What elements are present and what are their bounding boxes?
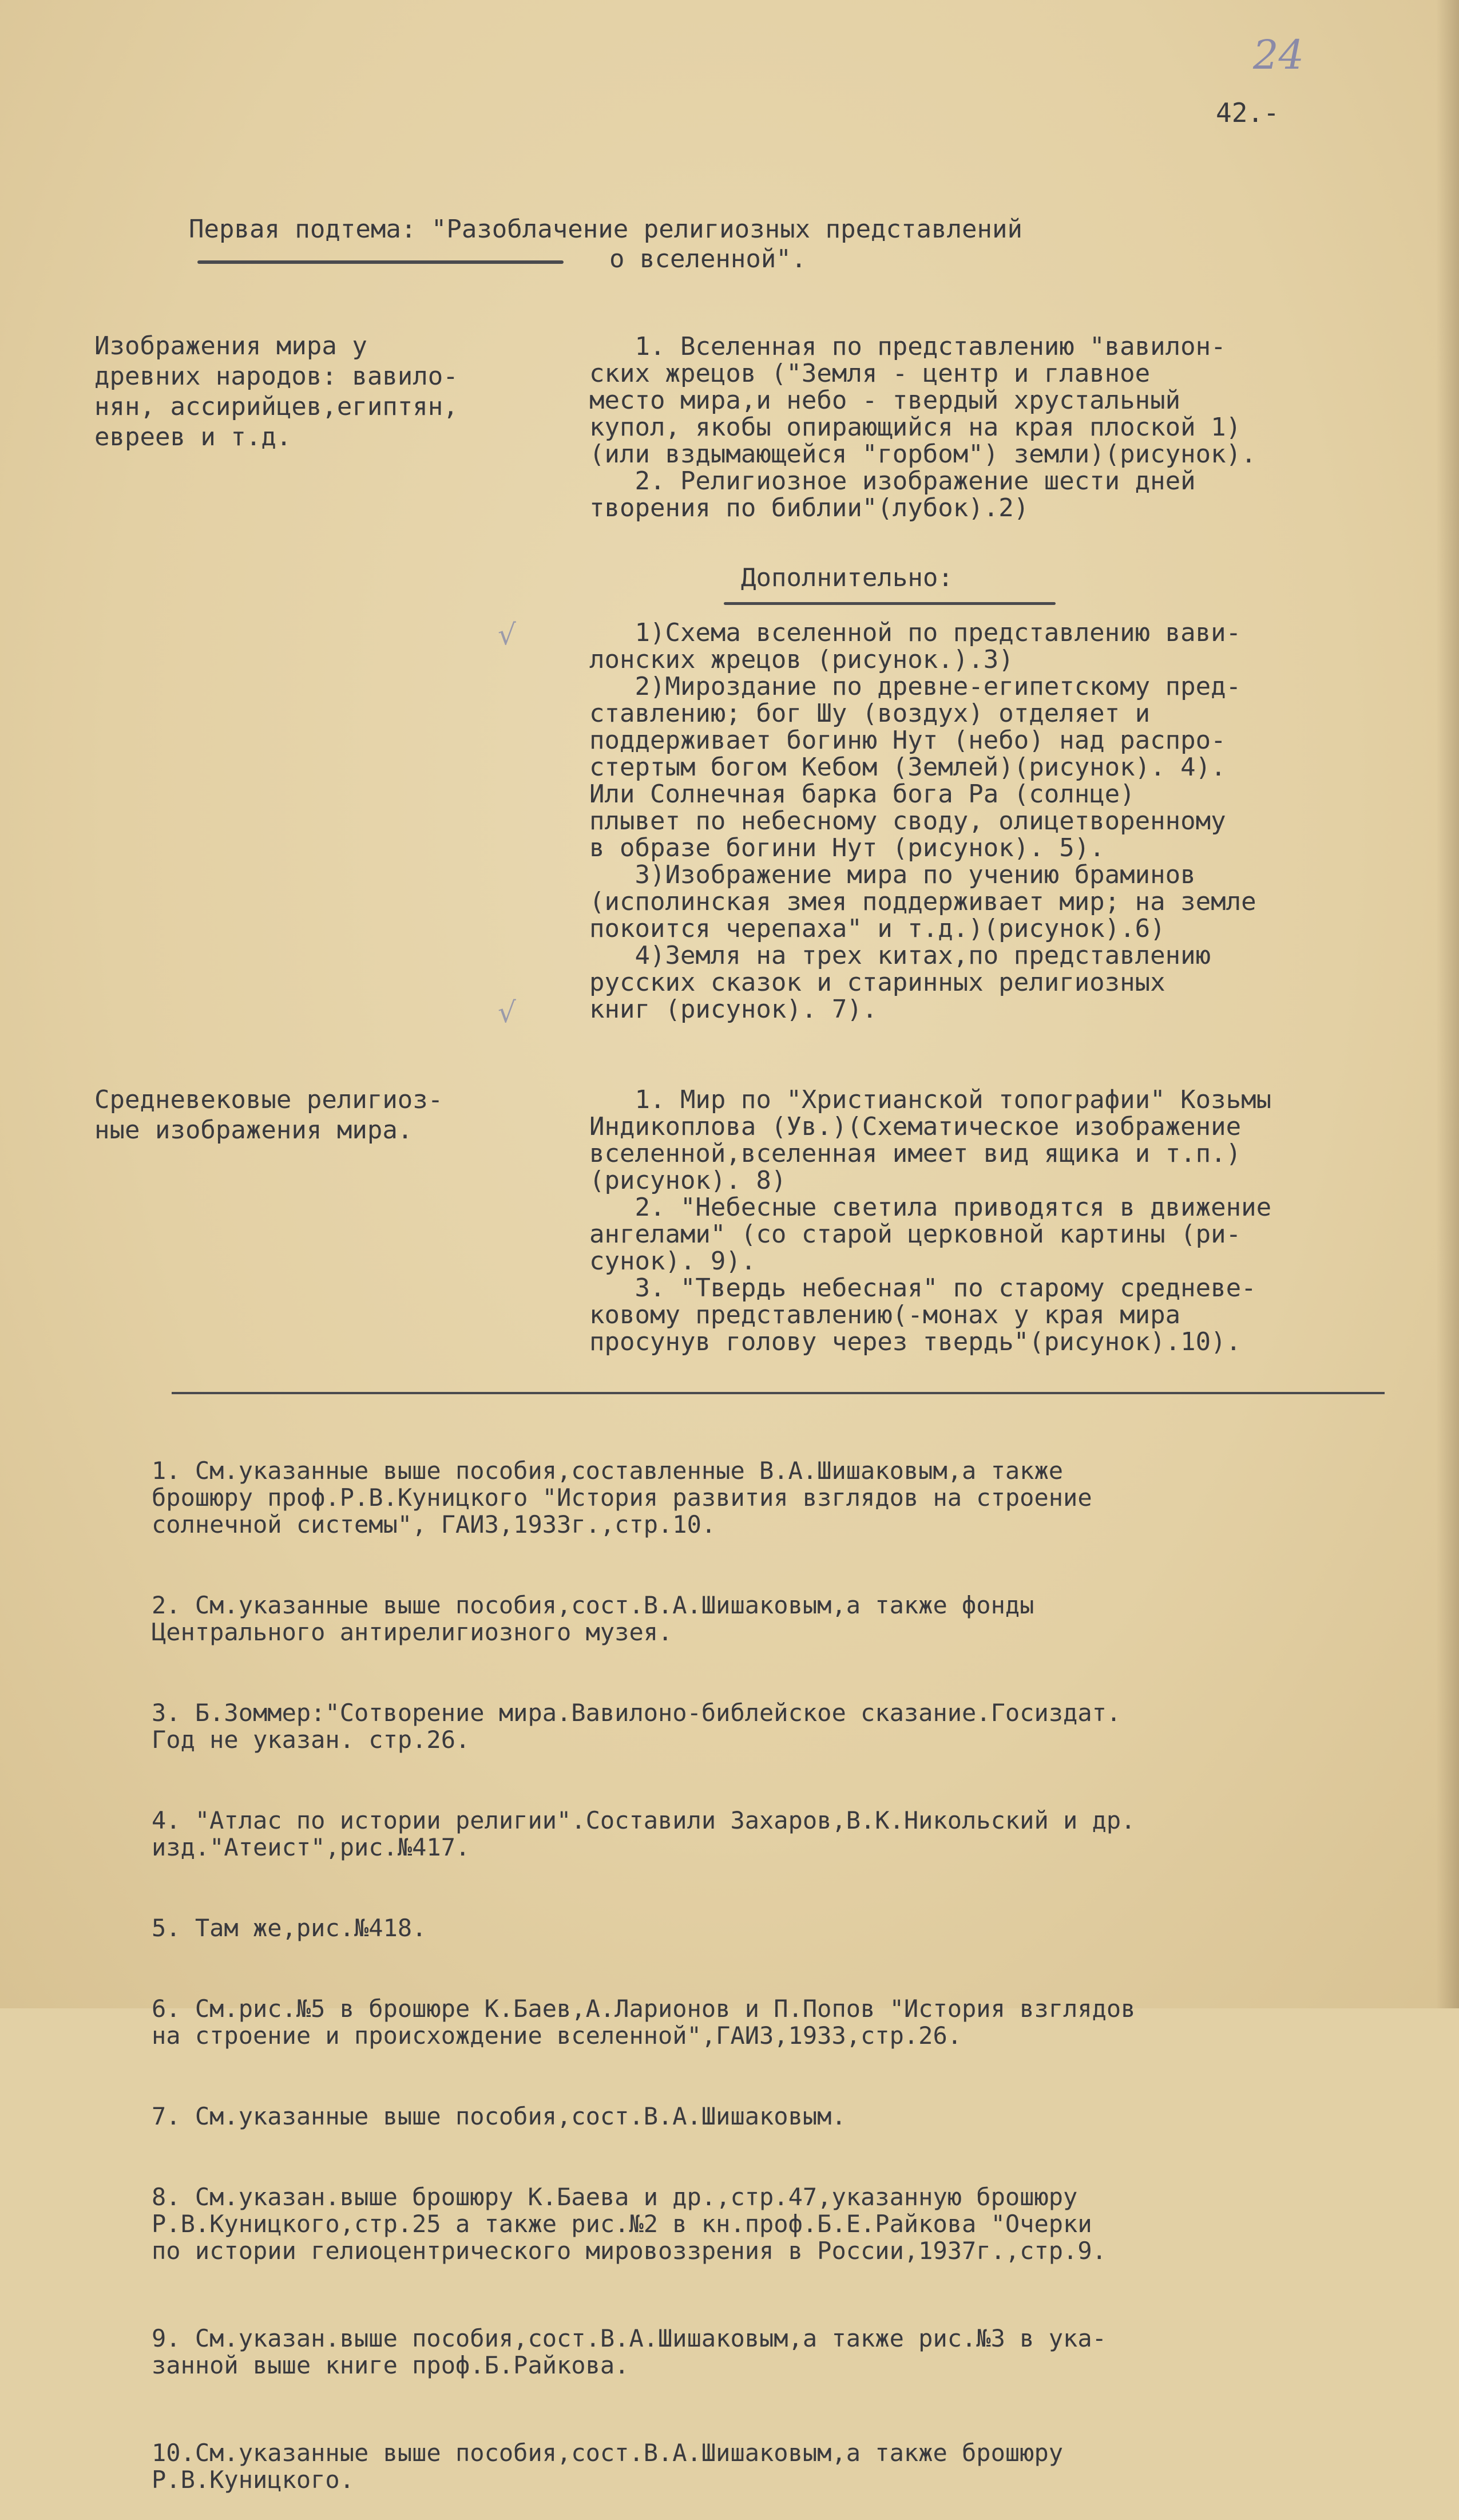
heading-underline xyxy=(197,260,564,264)
heading-line-1: Первая подтема: "Разоблачение религиозных представлений xyxy=(189,215,1022,244)
footnote-item: 1. См.указанные выше пособия,составленные В.А.Шишаковым,а также брошюру проф.Р.В.Куницкого "История развития взглядов на строение солнечной системы", ГАИЗ,1933г.,стр.10. xyxy=(152,1457,1092,1538)
footnote-item: 3. Б.Зоммер:"Сотворение мира.Вавилоно-библейское сказание.Госиздат. Год не указан. стр.26. xyxy=(152,1699,1121,1754)
footnote-item: 7. См.указанные выше пособия,сост.В.А.Шишаковым. xyxy=(152,2102,846,2130)
section-additional-text: 1)Схема вселенной по представлению вави- лонских жрецов (рисунок.).3) 2)Мироздание по древне-египетскому пред- ставлению; бог Шу (воздух) отделяет и поддерживает богиню Нут (небо) над распро- стертым богом Кебом (Землей)(рисунок). 4). Или Солнечная барка бога Ра (солнце) плывет по небесному своду, олицетворенному в образе богини Нут (рисунок). 5). 3)Изображение мира по учению браминов (исполинская змея поддерживает мир; на земле покоится черепаха" и т.д.)(рисунок).6) 4)Земля на трех китах,по представлению русских сказок и старинных религиозных книг (рисунок). 7). xyxy=(589,618,1256,1024)
handwritten-page-number: 24 xyxy=(1253,31,1305,78)
footnote-item: 6. См.рис.№5 в брошюре К.Баев,А.Ларионов и П.Попов "История взглядов на строение и происхождение вселенной",ГАИЗ,1933,стр.26. xyxy=(152,1995,1136,2050)
additional-heading-underline xyxy=(724,602,1056,605)
footnote-item: 5. Там же,рис.№418. xyxy=(152,1914,427,1942)
footnote-item: 4. "Атлас по истории религии".Составили Захаров,В.К.Никольский и др. изд."Атеист",рис.№417. xyxy=(152,1806,1136,1861)
side-note-ancient: Изображения мира у древних народов: вавило- нян, ассирийцев,египтян, евреев и т.д. xyxy=(94,331,458,452)
footnote-item: 8. См.указан.выше брошюру К.Баева и др.,стр.47,указанную брошюру Р.В.Куницкого,стр.25 а также рис.№2 в кн.проф.Б.Е.Райкова "Очерки по истории гелиоцентрического мировоззрения в России,1937г.,стр.9. xyxy=(152,2183,1107,2265)
check-mark-icon: √ xyxy=(498,996,516,1029)
additional-heading: Дополнительно: xyxy=(741,563,953,592)
section-ancient-text: 1. Вселенная по представлению "вавилон- ских жрецов ("Земля - центр и главное место мира,и небо - твердый хрустальный купол, якобы опирающийся на края плоской 1) (или вздымающейся "горбом") земли)(рисунок). 2. Религиозное изображение шести дней творения по библии"(лубок).2) xyxy=(589,332,1256,523)
heading-line-2: о вселенной". xyxy=(609,244,807,274)
footnote-item: 10.См.указанные выше пособия,сост.В.А.Шишаковым,а также брошюру Р.В.Куницкого. xyxy=(152,2439,1064,2494)
page-number: 42.- xyxy=(1216,97,1279,128)
footnotes xyxy=(152,1403,1450,2520)
footnote-item: 2. См.указанные выше пособия,сост.В.А.Шишаковым,а также фонды Центрального антирелигиозного музея. xyxy=(152,1591,1034,1646)
footnote-separator xyxy=(172,1392,1385,1394)
check-mark-icon: √ xyxy=(498,618,516,651)
section-medieval-text: 1. Мир по "Христианской топографии" Козьмы Индикоплова (Ув.)(Схематическое изображение вселенной,вселенная имеет вид ящика и т.п.) (рисунок). 8) 2. "Небесные светила приводятся в движение ангелами" (со старой церковной картины (ри- сунок). 9). 3. "Твердь небесная" по старому средневе- ковому представлению(-монах у края мира просунув голову через твердь"(рисунок).10). xyxy=(589,1085,1272,1356)
side-note-medieval: Средневековые религиоз- ные изображения мира. xyxy=(94,1085,443,1145)
footnote-item: 9. См.указан.выше пособия,сост.В.А.Шишаковым,а также рис.№3 в ука- занной выше книге проф.Б.Райкова. xyxy=(152,2324,1107,2379)
subtopic-heading xyxy=(189,215,1276,274)
